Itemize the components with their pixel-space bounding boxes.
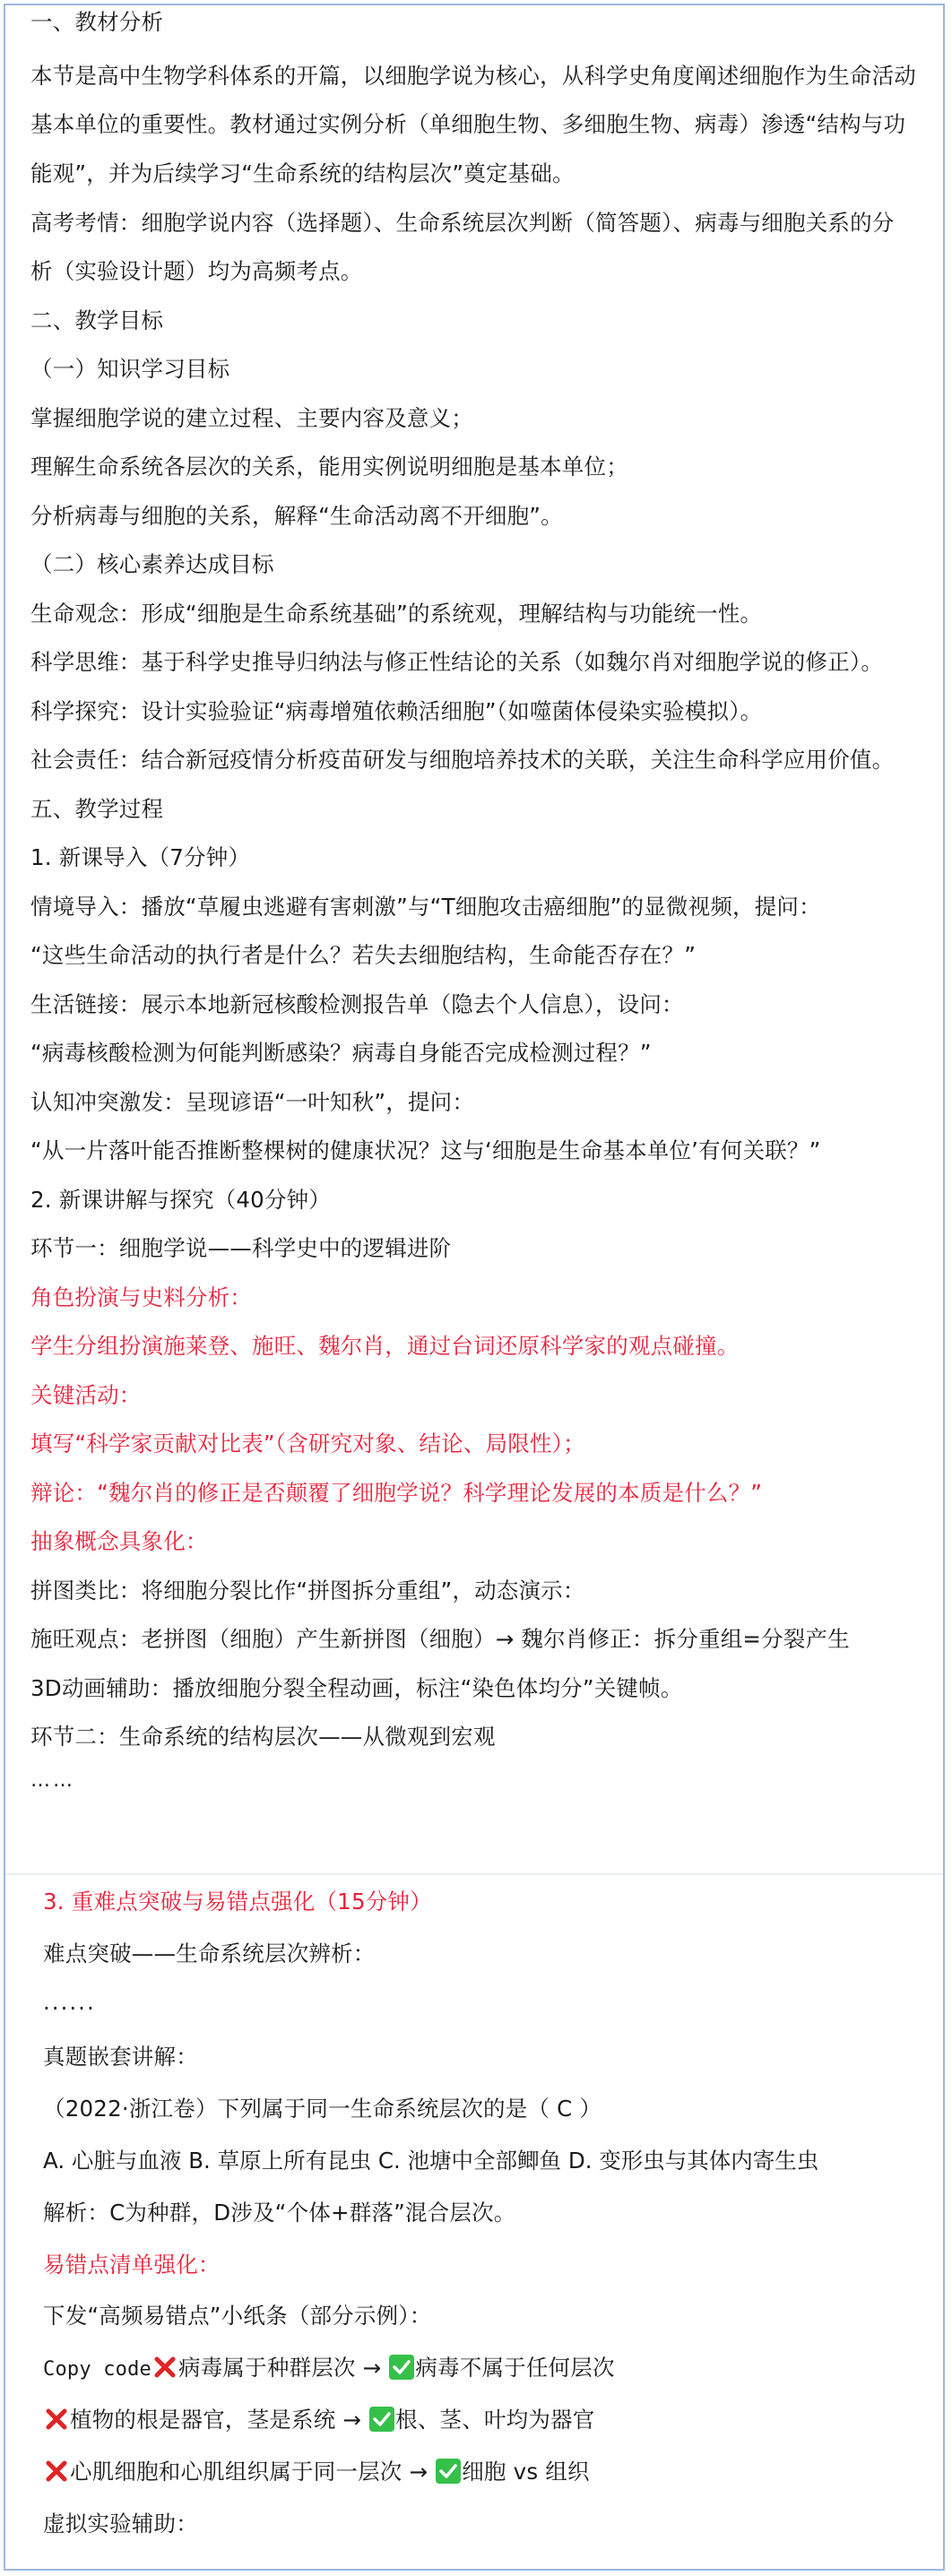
error-wrong-text: 病毒属于种群层次 [178, 2355, 356, 2381]
section-divider [5, 1873, 943, 1875]
section-step-one: 环节一：细胞学说——科学史中的逻辑进阶 [30, 1235, 452, 1261]
subheading-intro: 1. 新课导入（7分钟） [30, 844, 251, 870]
red-text: 填写“科学家贡献对比表”（含研究对象、结论、局限性）； [30, 1431, 585, 1457]
red-text: 学生分组扮演施莱登、施旺、魏尔肖，通过台词还原科学家的观点碰撞。 [30, 1333, 740, 1359]
paragraph-line: 真题嵌套讲解： [43, 2044, 198, 2070]
check-mark-icon [368, 2406, 395, 2433]
error-right-text: 细胞 vs 组织 [462, 2459, 590, 2485]
error-row [43, 2455, 590, 2486]
paragraph-line: 难点突破——生命系统层次辨析： [43, 1941, 376, 1967]
arrow-icon: → [409, 2459, 428, 2485]
paragraph-line: 认知冲突激发：呈现谚语“一叶知秋”，提问： [30, 1089, 475, 1115]
quote-line: “这些生命活动的执行者是什么？若失去细胞结构，生命能否存在？” [30, 942, 697, 968]
paragraph-line: 析（实验设计题）均为高频考点。 [30, 258, 363, 284]
exam-analysis: 解析：C为种群，D涉及“个体+群落”混合层次。 [43, 2200, 516, 2226]
error-right-text: 病毒不属于任何层次 [415, 2355, 615, 2381]
exam-options: A. 心脏与血液 B. 草原上所有昆虫 C. 池塘中全部鲫鱼 D. 变形虫与其体内寄生虫 [43, 2148, 819, 2174]
copy-code-button[interactable]: Copy code [43, 2358, 152, 2381]
list-item: 掌握细胞学说的建立过程、主要内容及意义； [30, 405, 473, 431]
quote-line: “从一片落叶能否推断整棵树的健康状况？这与‘细胞是生命基本单位’有何关联？” [30, 1137, 821, 1163]
error-wrong-text: 心肌细胞和心肌组织属于同一层次 [70, 2459, 402, 2485]
subheading-lesson: 2. 新课讲解与探究（40分钟） [30, 1187, 332, 1213]
red-heading-key-activity: 关键活动： [30, 1382, 142, 1408]
check-mark-icon [388, 2354, 415, 2381]
paragraph-line: 拼图类比：将细胞分裂比作“拼图拆分重组”，动态演示： [30, 1578, 585, 1604]
paragraph-line: 3D动画辅助：播放细胞分裂全程动画，标注“染色体均分”关键帧。 [30, 1675, 683, 1701]
quote-line: “病毒核酸检测为何能判断感染？病毒自身能否完成检测过程？” [30, 1040, 652, 1066]
paragraph-line: 下发“高频易错点”小纸条（部分示例）： [43, 2303, 432, 2329]
paragraph-line: 生活链接：展示本地新冠核酸检测报告单（隐去个人信息），设问： [30, 991, 684, 1017]
heading-materials-analysis: 一、教材分析 [30, 9, 164, 35]
ellipsis: …… [30, 1769, 75, 1792]
list-item: 分析病毒与细胞的关系，解释“生命活动离不开细胞”。 [30, 503, 563, 529]
error-row [43, 2403, 594, 2434]
heading-teaching-process: 五、教学过程 [30, 796, 164, 822]
red-heading-error-list: 易错点清单强化： [43, 2252, 221, 2278]
paragraph-line: 情境导入：播放“草履虫逃避有害刺激”与“T细胞攻击癌细胞”的显微视频，提问： [30, 894, 821, 920]
subheading-core-literacy: （二）核心素养达成目标 [30, 551, 274, 577]
subheading-knowledge-goals: （一）知识学习目标 [30, 356, 230, 382]
check-mark-icon [435, 2458, 462, 2485]
error-right-text: 根、茎、叶均为器官 [395, 2407, 595, 2433]
list-item: 社会责任：结合新冠疫情分析疫苗研发与细胞培养技术的关联，关注生命科学应用价值。 [30, 747, 895, 773]
list-item: 科学探究：设计实验验证“病毒增殖依赖活细胞”（如噬菌体侵染实验模拟）。 [30, 698, 763, 724]
paragraph-line: 基本单位的重要性。教材通过实例分析（单细胞生物、多细胞生物、病毒）渗透“结构与功 [30, 111, 906, 137]
arrow-icon: → [342, 2407, 362, 2433]
virtual-experiment-heading: 虚拟实验辅助： [43, 2511, 198, 2537]
paragraph-line: 本节是高中生物学科体系的开篇，以细胞学说为核心，从科学史角度阐述细胞作为生命活动 [30, 63, 916, 89]
arrow-icon: → [362, 2355, 382, 2381]
red-heading-role-play: 角色扮演与史料分析： [30, 1284, 252, 1310]
cross-mark-icon [43, 2458, 70, 2485]
cross-mark-icon [151, 2354, 178, 2381]
red-text: 辩论：“魏尔肖的修正是否颠覆了细胞学说？科学理论发展的本质是什么？” [30, 1480, 763, 1506]
list-item: 生命观念：形成“细胞是生命系统基础”的系统观，理解结构与功能统一性。 [30, 601, 763, 627]
ellipsis: ...... [43, 1989, 96, 2015]
heading-key-points: 3. 重难点突破与易错点强化（15分钟） [43, 1889, 432, 1915]
paragraph-line: 施旺观点：老拼图（细胞）产生新拼图（细胞）→ 魏尔肖修正：拆分重组=分裂产生 [30, 1626, 850, 1652]
paragraph-line: 能观”，并为后续学习“生命系统的结构层次”奠定基础。 [30, 160, 575, 186]
paragraph-line: 高考考情：细胞学说内容（选择题）、生命系统层次判断（简答题）、病毒与细胞关系的分 [30, 210, 895, 236]
section-step-two: 环节二：生命系统的结构层次——从微观到宏观 [30, 1724, 496, 1750]
exam-question: （2022·浙江卷）下列属于同一生命系统层次的是（ C ） [43, 2096, 602, 2122]
red-heading-concretize: 抽象概念具象化： [30, 1528, 208, 1554]
error-row [43, 2351, 615, 2382]
error-wrong-text: 植物的根是器官，茎是系统 [70, 2407, 336, 2433]
cross-mark-icon [43, 2406, 70, 2433]
heading-teaching-goals: 二、教学目标 [30, 307, 164, 333]
list-item: 科学思维：基于科学史推导归纳法与修正性结论的关系（如魏尔肖对细胞学说的修正）。 [30, 649, 884, 675]
list-item: 理解生命系统各层次的关系，能用实例说明细胞是基本单位； [30, 454, 628, 480]
